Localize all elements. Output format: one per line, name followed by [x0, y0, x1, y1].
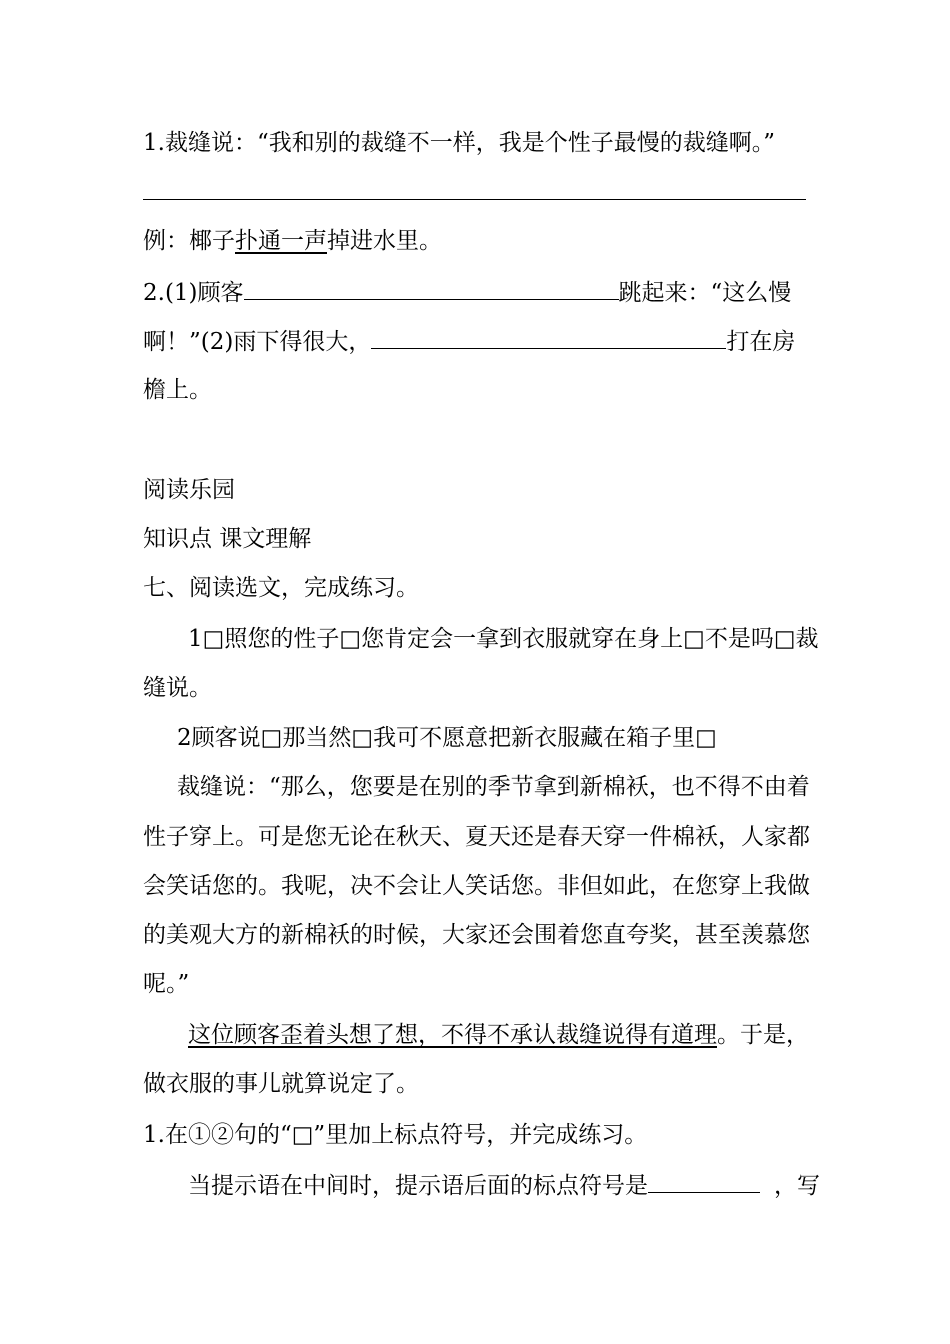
answer-blank-ex1[interactable]: [648, 1170, 760, 1193]
exercise-1-sub: [188, 1170, 820, 1201]
passage-p3-line-2: 性子穿上。可是您无论在秋天、夏天还是春天穿一件棉袄，人家都: [143, 824, 810, 850]
task-seven-heading: 七、阅读选文，完成练习。: [143, 575, 419, 601]
knowledge-point: 知识点 课文理解: [143, 526, 312, 552]
q2-part1-suffix: 跳起来：“这么慢: [618, 280, 792, 306]
answer-blank-q2-2[interactable]: [371, 326, 726, 349]
question-2-line-2: [143, 326, 795, 357]
ex1-sub-prefix: 当提示语在中间时，提示语后面的标点符号是: [188, 1173, 648, 1199]
passage-p1-line-2: 缝说。: [143, 675, 212, 701]
passage-p2-line-1: 2顾客说□那当然□我可不愿意把新衣服藏在箱子里□: [177, 725, 717, 751]
passage-p1-line-1: 1□照您的性子□您肯定会一拿到衣服就穿在身上□不是吗□裁: [188, 626, 819, 652]
passage-p3-line-1: 裁缝说：“那么，您要是在别的季节拿到新棉袄，也不得不由着: [177, 774, 810, 800]
q2-part1-prefix: 2.(1)顾客: [143, 280, 244, 306]
example-prefix: 例：椰子: [143, 228, 235, 254]
answer-line-q1[interactable]: [143, 199, 806, 200]
example-suffix: 掉进水里。: [327, 228, 442, 254]
exercise-1: 1.在①②句的“□”里加上标点符号，并完成练习。: [143, 1122, 648, 1148]
ex1-sub-suffix: ，写: [774, 1173, 820, 1199]
example-sentence: [143, 226, 442, 256]
passage-p3-line-3: 会笑话您的。我呢，决不会让人笑话您。非但如此，在您穿上我做: [143, 873, 810, 899]
underlined-sentence: 这位顾客歪着头想了想，不得不承认裁缝说得有道理: [188, 1022, 717, 1048]
question-2-line-3: 檐上。: [143, 377, 212, 403]
passage-p4-line-1: [188, 1020, 809, 1050]
passage-p4-line-2: 做衣服的事儿就算说定了。: [143, 1071, 419, 1097]
question-2-line-1: [143, 277, 791, 308]
example-underlined-phrase: 扑通一声: [235, 228, 327, 254]
p4-suffix: 。于是，: [717, 1022, 809, 1048]
section-title: 阅读乐园: [143, 477, 235, 503]
answer-blank-q2-1[interactable]: [244, 277, 619, 300]
passage-p3-line-4: 的美观大方的新棉袄的时候，大家还会围着您直夸奖，甚至羡慕您: [143, 922, 810, 948]
q2-part2-suffix: 打在房: [726, 329, 796, 355]
q2-part2-prefix: 啊！”(2)雨下得很大，: [143, 329, 372, 355]
passage-p3-line-5: 呢。”: [143, 971, 190, 997]
question-1: 1.裁缝说：“我和别的裁缝不一样，我是个性子最慢的裁缝啊。”: [143, 130, 775, 156]
